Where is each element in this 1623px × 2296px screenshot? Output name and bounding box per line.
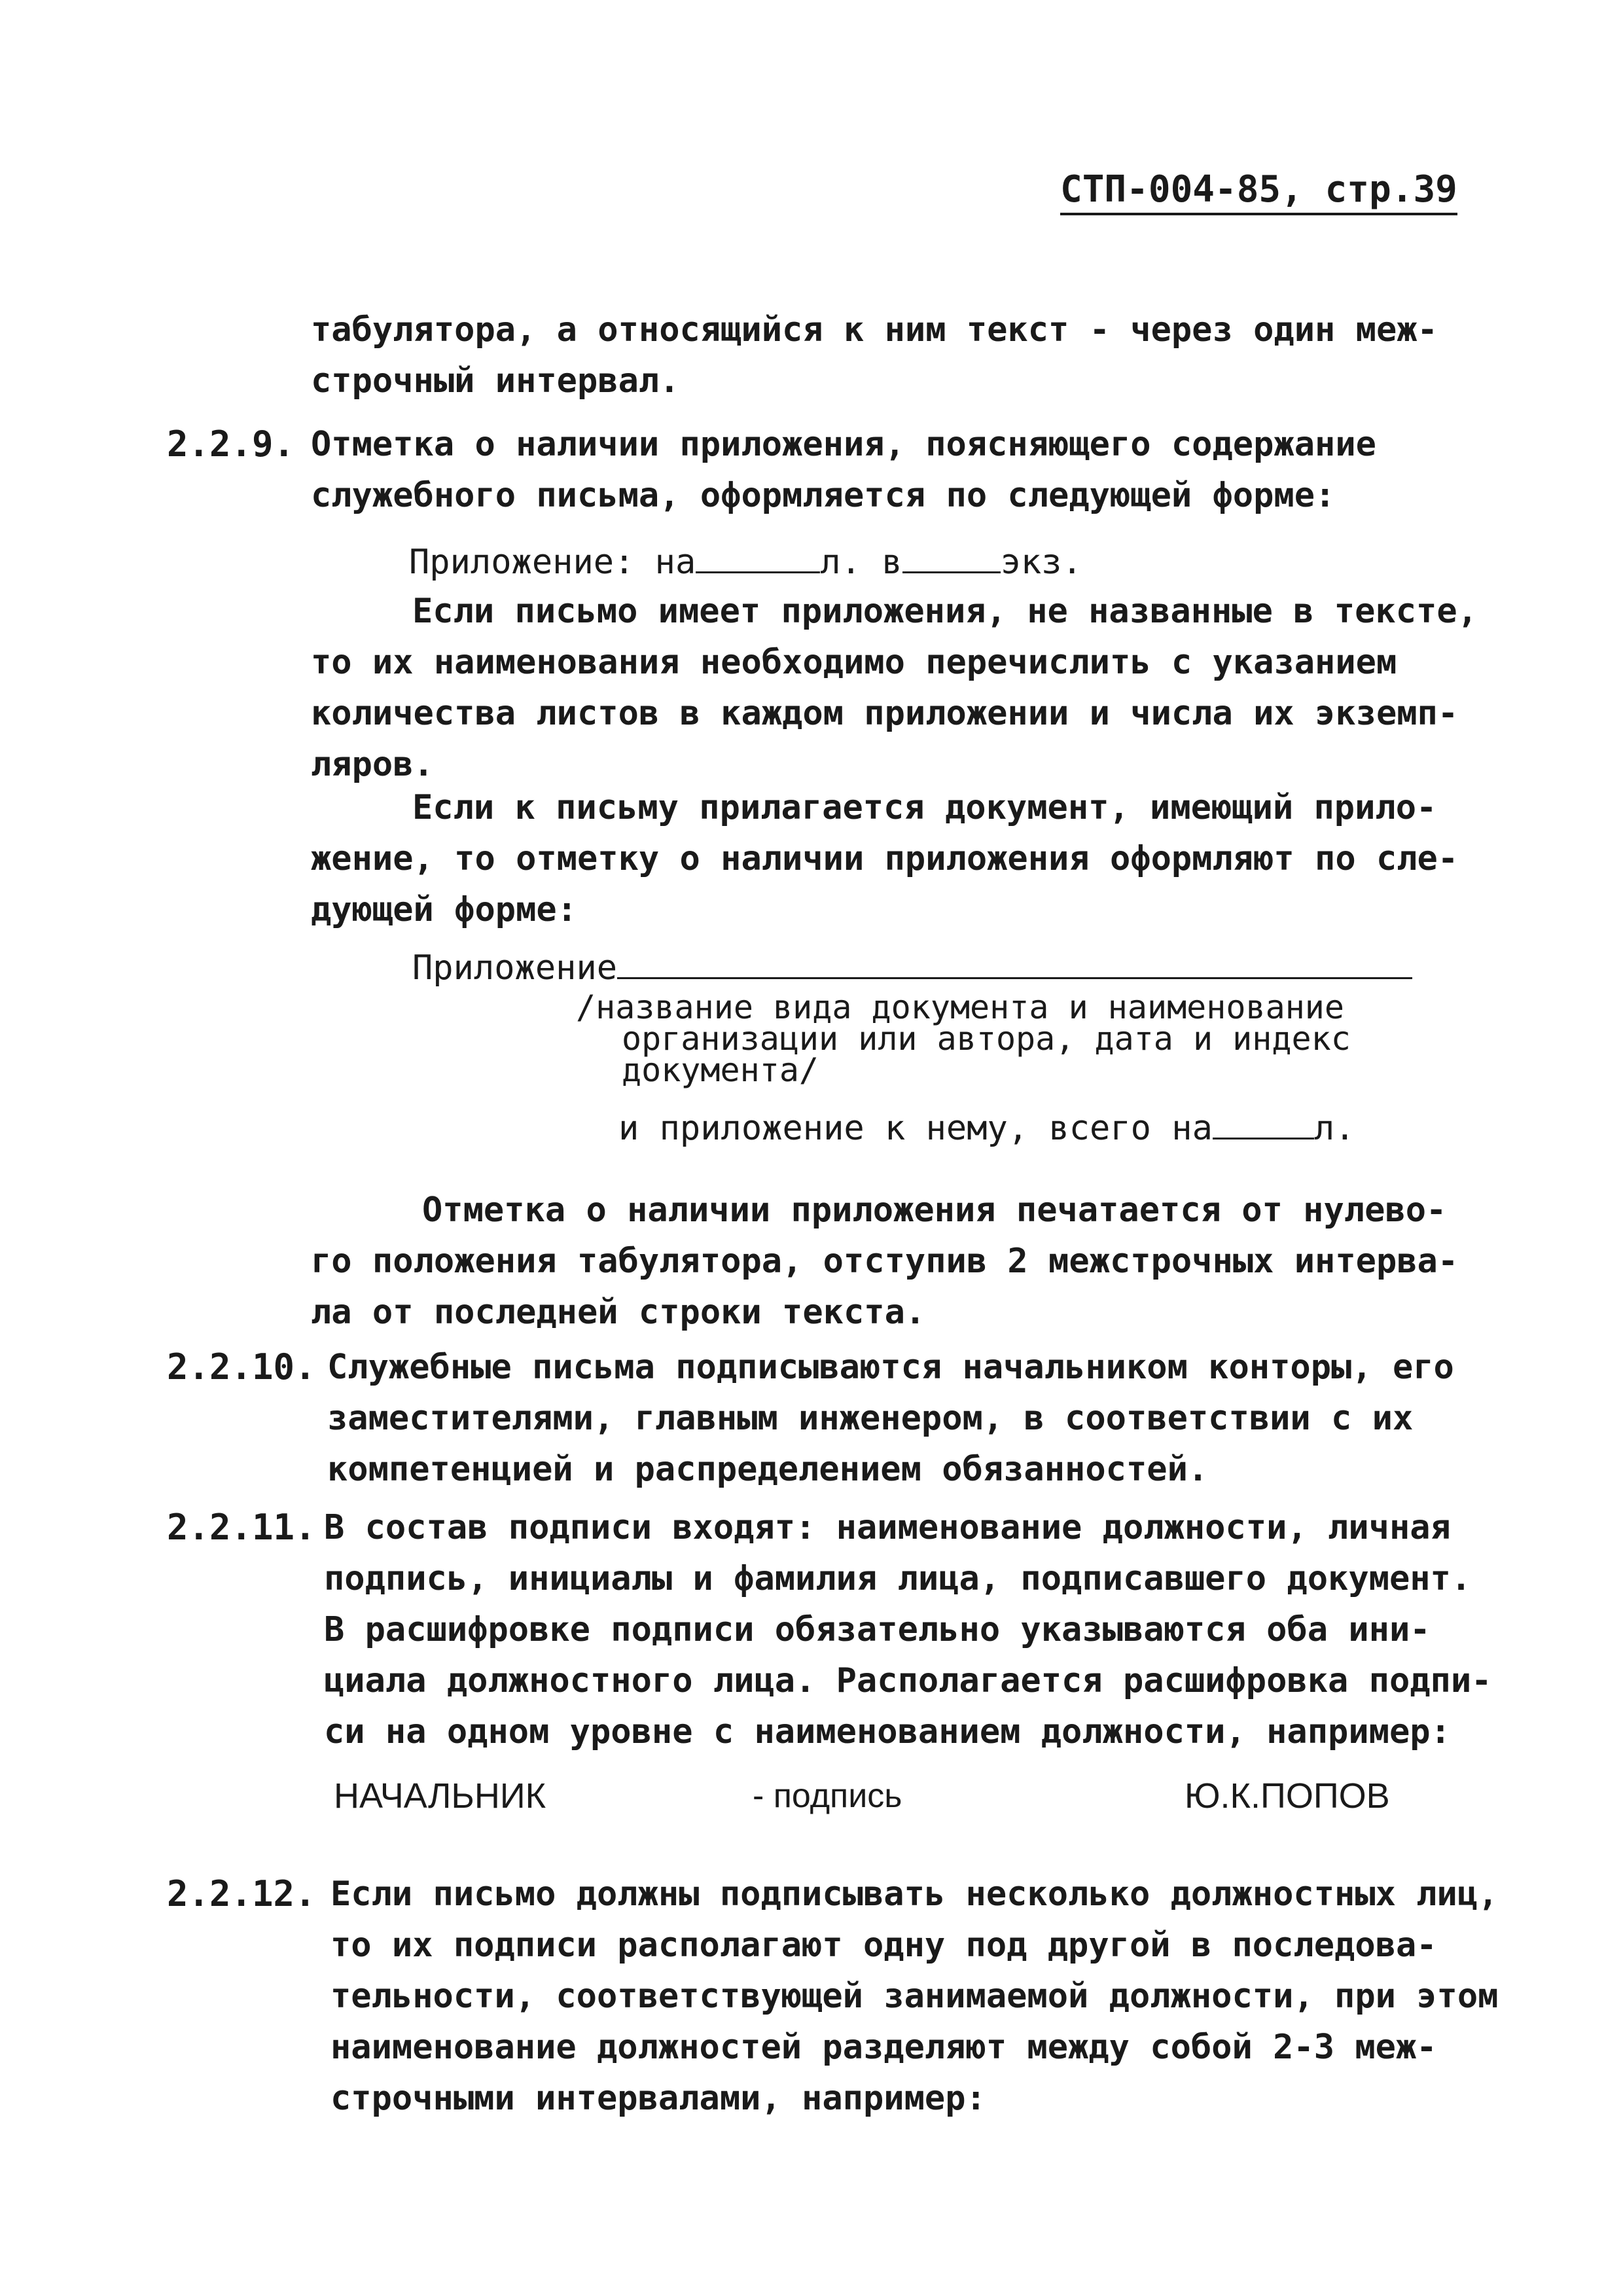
section-2-2-9-para3 [311,1185,1458,1338]
text-line: то их наименования необходимо перечислить с указанием [311,643,1397,682]
text-line: си на одном уровне с наименованием должности, например: [324,1712,1451,1751]
text-line: строчный интервал. [311,361,680,401]
text-line: количества листов в каждом приложении и числа их экземп- [311,694,1459,733]
signature-example-name: Ю.К.ПОПОВ [1185,1776,1390,1816]
text-line: компетенцией и распределением обязанностей. [327,1450,1209,1489]
form-prefix: Приложение: на [409,543,696,582]
form2-tail-prefix: и приложение к нему, всего на [618,1109,1213,1148]
section-2-2-9-para1 [311,586,1478,790]
section-number-2-2-10: 2.2.10. [167,1346,316,1388]
text-line: Служебные письма подписываются начальником конторы, его [327,1348,1454,1387]
page-reference: СТП-004-85, стр.39 [1060,167,1457,215]
section-number-2-2-11: 2.2.11. [167,1507,316,1548]
section-2-2-10-text [327,1342,1454,1495]
text-line: табулятора, а относящийся к ним текст - через один меж- [311,310,1438,350]
section-number-2-2-12: 2.2.12. [167,1873,316,1914]
attachment-form-note [576,988,1351,1089]
text-line: дующей форме: [311,890,577,929]
section-2-2-11-text [324,1502,1491,1757]
copies-blank [902,539,1001,573]
form2-tail-suffix: л. [1313,1109,1355,1148]
intro-paragraph [311,304,1438,406]
text-line: подпись, инициалы и фамилия лица, подписавшего документ. [324,1559,1472,1598]
text-line: строчными интервалами, например: [330,2079,986,2118]
attachment-form-tail [618,1103,1355,1154]
text-line: Если письмо должны подписывать несколько должностных лиц, [330,1874,1499,1914]
text-line: го положения табулятора, отступив 2 межстрочных интерва- [311,1242,1459,1281]
section-2-2-12-text [330,1869,1498,2124]
text-line: наименование должностей разделяют между собой 2-3 меж- [330,2028,1437,2067]
text-line: ляров. [311,745,434,784]
sheets-blank [696,539,820,573]
text-line: служебного письма, оформляется по следующей форме: [311,476,1336,515]
text-line: Если к письму прилагается документ, имеющий прило- [412,788,1437,827]
form-suffix: экз. [1000,543,1082,582]
form2-label: Приложение [412,948,618,988]
section-2-2-9-para2 [311,782,1458,935]
form-mid: л. в [820,543,902,582]
note-line: организации или автора, дата и индекс [622,1020,1351,1058]
attachment-form-simple [409,537,1082,588]
text-line: В состав подписи входят: наименование должности, личная [324,1508,1451,1547]
text-line: Если письмо имеет приложения, не названные в тексте, [412,592,1478,631]
text-line: жение, то отметку о наличии приложения оформляют по сле- [311,839,1459,878]
text-line: циала должностного лица. Располагается расшифровка подпи- [324,1661,1492,1700]
text-line: Отметка о наличии приложения, поясняющего содержание [311,425,1376,464]
signature-example-signature: - подпись [753,1777,902,1815]
total-sheets-blank [1213,1105,1314,1139]
note-line: документа/ [622,1051,819,1089]
text-line: тельности, соответствующей занимаемой должности, при этом [330,1977,1499,2016]
text-line: Отметка о наличии приложения печатается от нулево- [422,1191,1447,1230]
text-line: заместителями, главным инженером, в соответствии с их [327,1399,1414,1438]
text-line: то их подписи располагают одну под другой в последова- [330,1926,1437,1965]
note-line: /название вида документа и наименование [576,988,1344,1026]
text-line: ла от последней строки текста. [311,1293,926,1332]
text-line: В расшифровке подписи обязательно указываются оба ини- [324,1610,1431,1649]
attachment-form-label-row [412,942,1412,994]
document-blank [617,944,1412,979]
section-number-2-2-9: 2.2.9. [167,423,295,465]
section-2-2-9-text [311,419,1376,521]
signature-example-position: НАЧАЛЬНИК [334,1776,546,1816]
